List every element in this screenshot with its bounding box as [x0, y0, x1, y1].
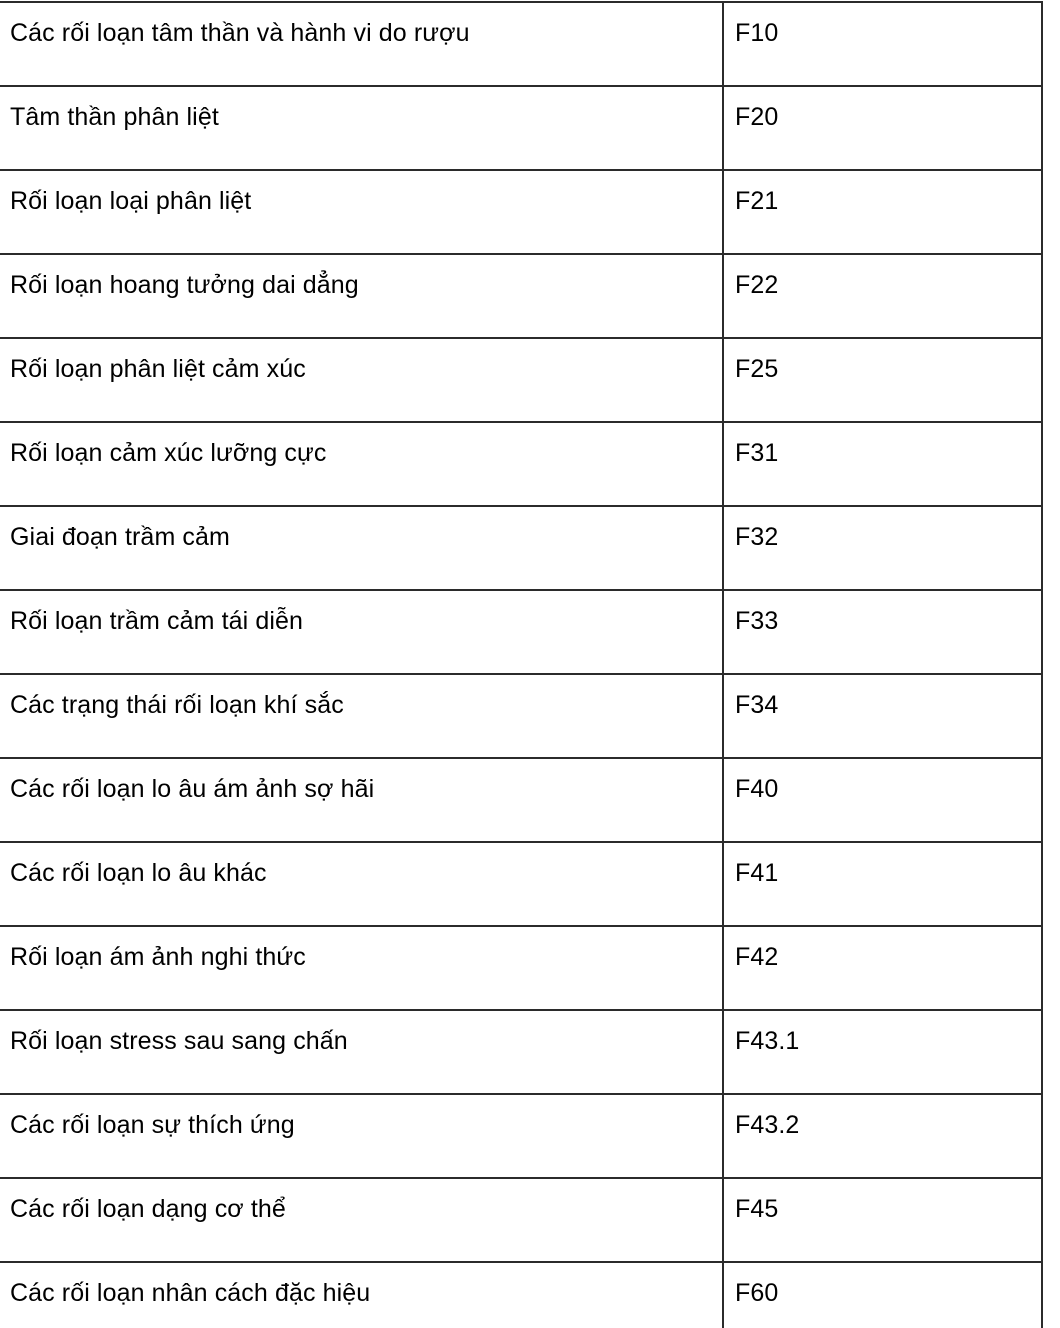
cell-icd-code [723, 422, 1042, 506]
cell-icd-code [723, 674, 1042, 758]
table-row [0, 590, 1042, 674]
diagnosis-code-table [0, 1, 1043, 1328]
icd-code-text: F22 [735, 271, 779, 299]
table-row [0, 674, 1042, 758]
icd-code-text: F31 [735, 439, 779, 467]
icd-code-text: F43.2 [735, 1111, 800, 1139]
cell-icd-code [723, 926, 1042, 1010]
cell-disorder-name [0, 1262, 723, 1328]
disorder-name-text: Rối loạn hoang tưởng dai dẳng [10, 271, 359, 299]
disorder-name-text: Giai đoạn trầm cảm [10, 523, 230, 551]
disorder-name-text: Tâm thần phân liệt [10, 103, 219, 131]
table-row [0, 506, 1042, 590]
disorder-name-text: Rối loạn stress sau sang chấn [10, 1027, 348, 1055]
cell-disorder-name [0, 170, 723, 254]
cell-disorder-name [0, 1010, 723, 1094]
table-row [0, 170, 1042, 254]
cell-icd-code [723, 758, 1042, 842]
disorder-name-text: Các rối loạn nhân cách đặc hiệu [10, 1279, 371, 1307]
cell-icd-code [723, 170, 1042, 254]
cell-icd-code [723, 1094, 1042, 1178]
cell-disorder-name [0, 1094, 723, 1178]
disorder-name-text: Rối loạn cảm xúc lưỡng cực [10, 439, 327, 467]
cell-disorder-name [0, 254, 723, 338]
table-row [0, 842, 1042, 926]
cell-disorder-name [0, 422, 723, 506]
cell-disorder-name [0, 86, 723, 170]
cell-icd-code [723, 1178, 1042, 1262]
table-row [0, 1262, 1042, 1328]
disorder-name-text: Các rối loạn lo âu ám ảnh sợ hãi [10, 775, 375, 803]
cell-icd-code [723, 1010, 1042, 1094]
cell-disorder-name [0, 674, 723, 758]
cell-disorder-name [0, 1178, 723, 1262]
icd-code-text: F43.1 [735, 1027, 800, 1055]
cell-disorder-name [0, 506, 723, 590]
disorder-name-text: Rối loạn trầm cảm tái diễn [10, 607, 304, 635]
table-row [0, 1178, 1042, 1262]
icd-code-text: F60 [735, 1279, 779, 1307]
disorder-name-text: Rối loạn ám ảnh nghi thức [10, 943, 306, 971]
cell-disorder-name [0, 926, 723, 1010]
disorder-name-text: Các rối loạn tâm thần và hành vi do rượu [10, 19, 470, 47]
table-body [0, 2, 1042, 1328]
cell-disorder-name [0, 842, 723, 926]
cell-icd-code [723, 842, 1042, 926]
icd-code-text: F21 [735, 187, 779, 215]
cell-icd-code [723, 590, 1042, 674]
disorder-name-text: Rối loạn phân liệt cảm xúc [10, 355, 306, 383]
table-row [0, 338, 1042, 422]
table-row [0, 422, 1042, 506]
icd-code-text: F25 [735, 355, 779, 383]
cell-icd-code [723, 2, 1042, 86]
icd-code-text: F45 [735, 1195, 779, 1223]
icd-code-text: F40 [735, 775, 779, 803]
icd-code-text: F32 [735, 523, 779, 551]
icd-code-text: F34 [735, 691, 779, 719]
cell-icd-code [723, 254, 1042, 338]
cell-disorder-name [0, 590, 723, 674]
table-row [0, 926, 1042, 1010]
table-row [0, 1094, 1042, 1178]
icd-code-text: F33 [735, 607, 779, 635]
disorder-name-text: Các trạng thái rối loạn khí sắc [10, 691, 344, 719]
table-row [0, 86, 1042, 170]
disorder-name-text: Các rối loạn dạng cơ thể [10, 1195, 286, 1223]
disorder-name-text: Rối loạn loại phân liệt [10, 187, 252, 215]
cell-icd-code [723, 338, 1042, 422]
icd-code-text: F20 [735, 103, 779, 131]
icd-code-text: F10 [735, 19, 779, 47]
disorder-name-text: Các rối loạn lo âu khác [10, 859, 267, 887]
table-row [0, 2, 1042, 86]
cell-disorder-name [0, 758, 723, 842]
disorder-name-text: Các rối loạn sự thích ứng [10, 1111, 295, 1139]
cell-disorder-name [0, 2, 723, 86]
cell-icd-code [723, 506, 1042, 590]
icd-code-text: F42 [735, 943, 779, 971]
cell-icd-code [723, 1262, 1042, 1328]
table-row [0, 254, 1042, 338]
cell-disorder-name [0, 338, 723, 422]
cell-icd-code [723, 86, 1042, 170]
table-row [0, 758, 1042, 842]
table-row [0, 1010, 1042, 1094]
icd-code-text: F41 [735, 859, 779, 887]
